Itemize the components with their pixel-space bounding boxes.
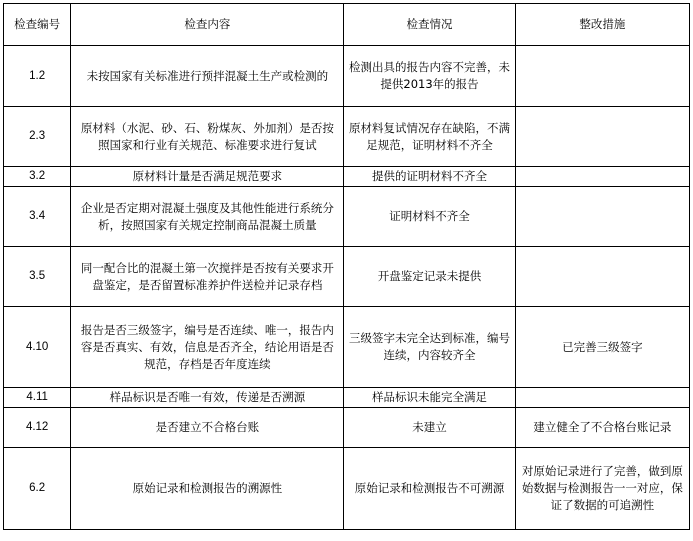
cell-status: 原材料复试情况存在缺陷，不满足规范，证明材料不齐全 (344, 107, 515, 167)
cell-no: 6.2 (4, 448, 71, 530)
header-fix: 整改措施 (515, 4, 689, 46)
cell-no: 3.4 (4, 187, 71, 247)
table-row (4, 167, 690, 187)
cell-content: 是否建立不合格台账 (71, 408, 344, 448)
cell-fix (515, 187, 689, 247)
table-row (4, 307, 690, 388)
cell-status: 证明材料不齐全 (344, 187, 515, 247)
header-no: 检查编号 (4, 4, 71, 46)
table-row (4, 247, 690, 307)
table-header-row (4, 4, 690, 46)
cell-content: 企业是否定期对混凝土强度及其他性能进行系统分析，按照国家有关规定控制商品混凝土质量 (71, 187, 344, 247)
cell-status: 未建立 (344, 408, 515, 448)
table-row (4, 46, 690, 107)
inspection-table (3, 3, 690, 530)
table-row (4, 388, 690, 408)
cell-content: 样品标识是否唯一有效，传递是否溯源 (71, 388, 344, 408)
cell-no: 4.11 (4, 388, 71, 408)
cell-fix (515, 167, 689, 187)
cell-status: 开盘鉴定记录未提供 (344, 247, 515, 307)
cell-status: 检测出具的报告内容不完善，未提供2013年的报告 (344, 46, 515, 107)
cell-content: 原材料计量是否满足规范要求 (71, 167, 344, 187)
cell-no: 4.12 (4, 408, 71, 448)
cell-status: 原始记录和检测报告不可溯源 (344, 448, 515, 530)
cell-no: 2.3 (4, 107, 71, 167)
cell-no: 3.5 (4, 247, 71, 307)
cell-status: 样品标识未能完全满足 (344, 388, 515, 408)
cell-fix (515, 46, 689, 107)
cell-status: 提供的证明材料不齐全 (344, 167, 515, 187)
header-status: 检查情况 (344, 4, 515, 46)
cell-fix (515, 247, 689, 307)
table-row (4, 408, 690, 448)
cell-no: 1.2 (4, 46, 71, 107)
cell-fix (515, 388, 689, 408)
cell-content: 同一配合比的混凝土第一次搅拌是否按有关要求开盘鉴定，是否留置标准养护件送检并记录存档 (71, 247, 344, 307)
cell-status: 三级签字未完全达到标准，编号连续，内容较齐全 (344, 307, 515, 388)
table-row (4, 107, 690, 167)
cell-content: 原材料（水泥、砂、石、粉煤灰、外加剂）是否按照国家和行业有关规范、标准要求进行复试 (71, 107, 344, 167)
table-row (4, 448, 690, 530)
cell-no: 4.10 (4, 307, 71, 388)
cell-fix: 已完善三级签字 (515, 307, 689, 388)
cell-content: 未按国家有关标准进行预拌混凝土生产或检测的 (71, 46, 344, 107)
cell-content: 报告是否三级签字，编号是否连续、唯一，报告内容是否真实、有效，信息是否齐全，结论用语是否规范，存档是否年度连续 (71, 307, 344, 388)
table-row (4, 187, 690, 247)
cell-fix: 建立健全了不合格台账记录 (515, 408, 689, 448)
cell-no: 3.2 (4, 167, 71, 187)
cell-fix: 对原始记录进行了完善，做到原始数据与检测报告一一对应，保证了数据的可追溯性 (515, 448, 689, 530)
cell-content: 原始记录和检测报告的溯源性 (71, 448, 344, 530)
header-content: 检查内容 (71, 4, 344, 46)
cell-fix (515, 107, 689, 167)
